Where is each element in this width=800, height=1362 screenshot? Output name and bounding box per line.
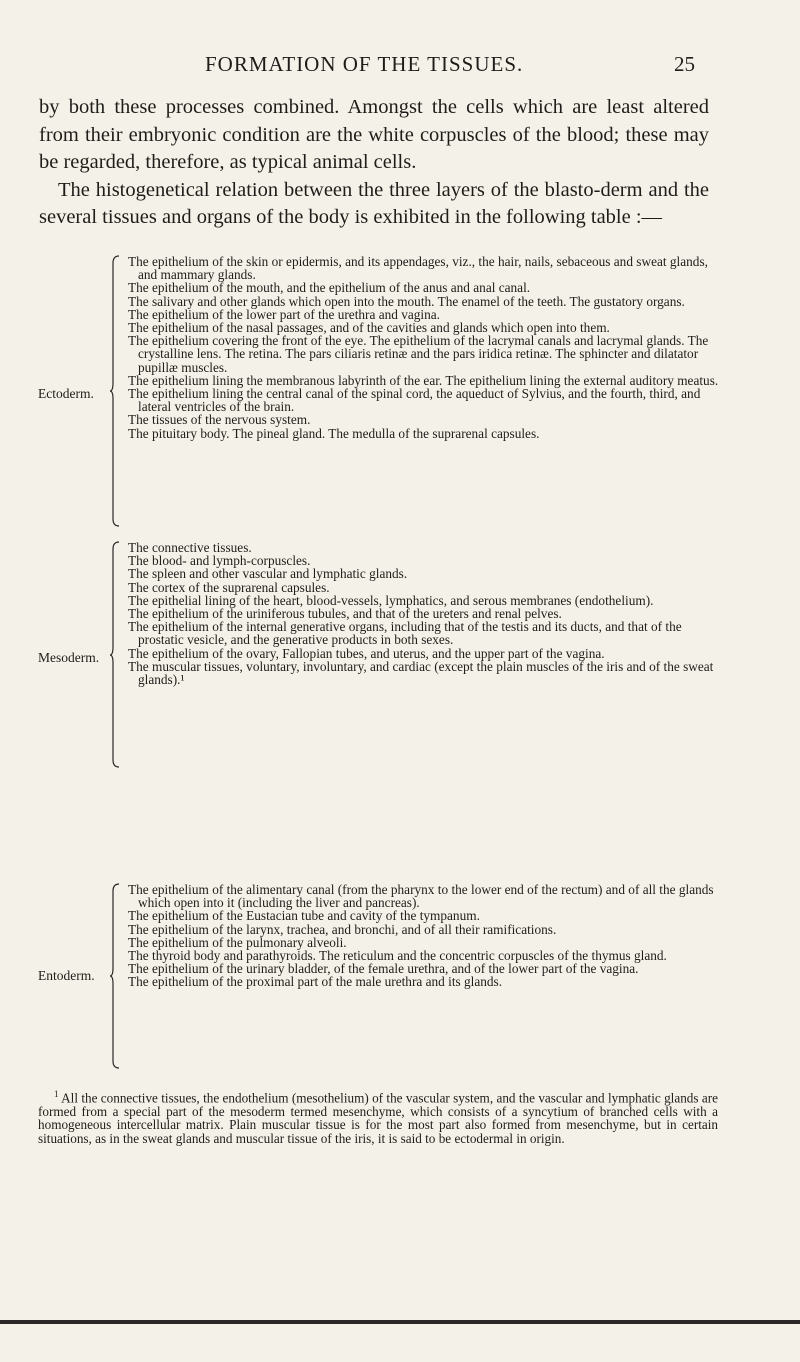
intro-paragraph-1: by both these processes combined. Amongst the cells which are least altered from their embryonic condition are the white corpuscles of the blood; these may be regarded, therefore, as typical animal cells. [39,96,709,173]
list-item: The connective tissues. [128,540,252,555]
list-item: The epithelium lining the central canal of the spinal cord, the aqueduct of Sylvius, and the fourth, third, and lateral ventricles of the brain. [128,386,701,415]
mesoderm-list [128,541,722,686]
list-item: The thyroid body and parathyroids. The reticulum and the concentric corpuscles of the thymus gland. [128,948,667,964]
list-item: The epithelium of the larynx, trachea, and bronchi, and of all their ramifications. [128,921,557,937]
list-item: The epithelium of the Eustacian tube and cavity of the tympanum. [128,908,480,924]
list-item: The epithelium of the lower part of the urethra and vagina. [128,306,440,322]
list-item: The epithelium lining the membranous labyrinth of the ear. The epithelium lining the external auditory meatus. [128,372,719,388]
ectoderm-brace [110,255,120,527]
mesoderm-brace [110,541,120,768]
entoderm-group [38,883,722,1069]
entoderm-brace [110,883,120,1069]
footnote [38,1088,718,1145]
list-item: The epithelium of the alimentary canal (from the pharynx to the lower end of the rectum) and of all the glands which open into it (including the liver and pancreas). [128,882,714,911]
ectoderm-label: Ectoderm. [38,386,94,401]
ectoderm-group [38,255,722,527]
list-item: The epithelial lining of the heart, blood-vessels, lymphatics, and serous membranes (endothelium). [128,592,654,608]
list-item: The cortex of the suprarenal capsules. [128,579,330,595]
list-item: The spleen and other vascular and lymphatic glands. [128,566,408,582]
list-item: The salivary and other glands which open into the mouth. The enamel of the teeth. The gustatory organs. [128,293,685,309]
ectoderm-list [128,255,722,440]
list-item: The epithelium of the pulmonary alveoli. [128,934,347,950]
list-item: The epithelium of the nasal passages, and of the cavities and glands which open into them. [128,320,610,336]
list-item: The epithelium of the skin or epidermis, and its appendages, viz., the hair, nails, sebaceous and sweat glands, and mammary glands. [128,254,708,283]
list-item: The epithelium of the ovary, Fallopian tubes, and uterus, and the upper part of the vagina. [128,645,605,661]
list-item: The epithelium of the internal generative organs, including that of the testis and its ducts, and that of the prostatic vesicle, and the generative products in both sexes. [128,619,682,648]
list-item: The epithelium covering the front of the eye. The epithelium of the lacrymal canals and lacrymal glands. The crystalline lens. The retina. The pars ciliaris retinæ and the pars iridica retinæ. The sphincter and dilatator pupillæ muscles. [128,333,709,375]
list-item: The muscular tissues, voluntary, involuntary, and cardiac (except the plain muscles of the iris and of the sweat glands).¹ [128,658,714,688]
footnote-text: All the connective tissues, the endothelium (mesothelium) of the vascular system, and the vascular and lymphatic glands are formed from a special part of the mesoderm termed mesenchyme, which consists of a syncytium of branched cells with a homogeneous intercellular matrix. Plain muscular tissue is for the most part also formed from mesenchyme, but in certain situations, as in the sweat glands and muscular tissue of the iris, it is said to be ectodermal in origin. [38,1090,718,1146]
list-item: The tissues of the nervous system. [128,412,311,428]
list-item: The blood- and lymph-corpuscles. [128,553,311,569]
mesoderm-label: Mesoderm. [38,650,100,665]
entoderm-label: Entoderm. [38,968,95,983]
entoderm-list [128,883,722,989]
footnote-marker: 1 [54,1089,59,1099]
list-item: The epithelium of the proximal part of the male urethra and its glands. [128,974,503,990]
intro-paragraph-2: The histogenetical relation between the three layers of the blasto-derm and the several tissues and organs of the body is exhibited in the following table :— [39,178,709,228]
bottom-rule [0,1320,800,1324]
list-item: The epithelium of the mouth, and the epithelium of the anus and anal canal. [128,280,531,296]
page-number: 25 [674,52,695,76]
mesoderm-group [38,541,722,768]
running-title: FORMATION OF THE TISSUES. [205,52,524,76]
list-item: The epithelium of the urinary bladder, of the female urethra, and of the lower part of the vagina. [128,961,639,977]
list-item: The epithelium of the uriniferous tubules, and that of the ureters and renal pelves. [128,606,562,622]
list-item: The pituitary body. The pineal gland. The medulla of the suprarenal capsules. [128,425,540,441]
intro-text [39,94,709,232]
page-header [0,52,800,80]
